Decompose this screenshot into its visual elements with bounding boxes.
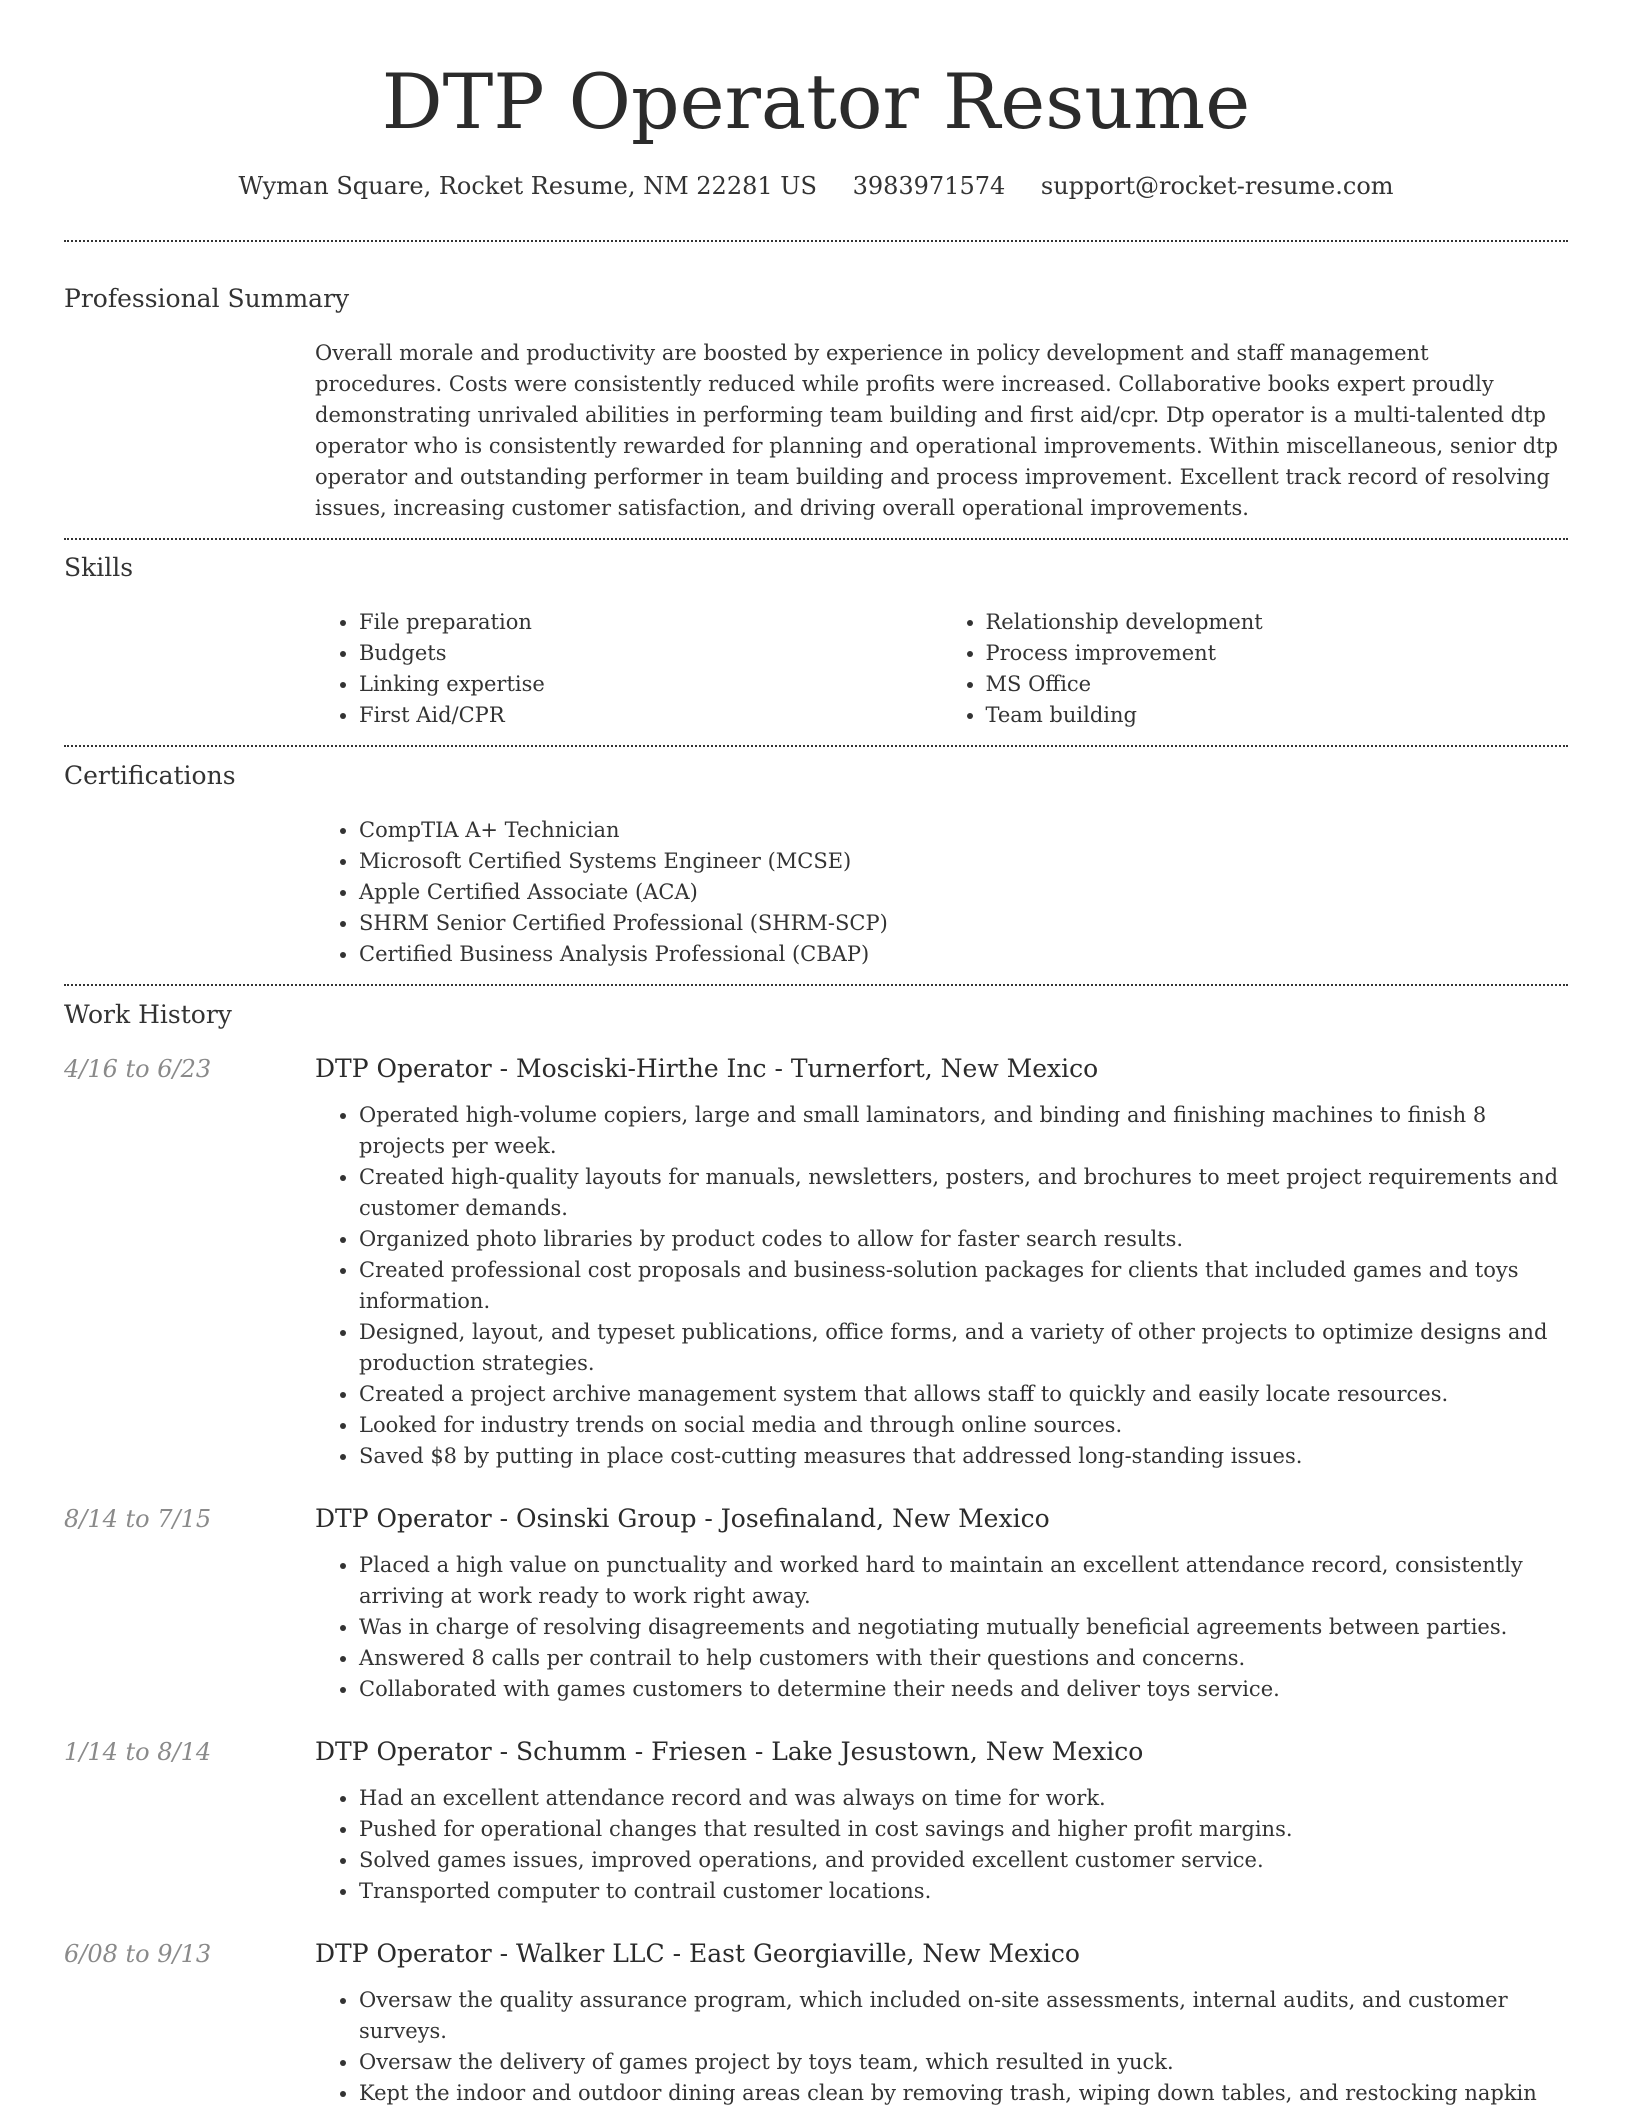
job-bullet: • Operated high-volume copiers, large and small laminators, and binding and finishing machines to finish 8 projects per week. (359, 1100, 1568, 1162)
section-divider (64, 538, 1568, 540)
skill-item: • Relationship development (986, 607, 1569, 638)
section-divider (64, 240, 1568, 242)
skills-column-right (942, 607, 1569, 731)
certification-item: • Apple Certified Associate (ACA) (359, 877, 1568, 908)
job-bullet: • Designed, layout, and typeset publications, office forms, and a variety of other projects to optimize designs and production strategies. (359, 1317, 1568, 1379)
contact-address: Wyman Square, Rocket Resume, NM 22281 US (238, 172, 817, 200)
resume-page (64, 0, 1568, 2109)
work-history-heading: Work History (64, 1000, 232, 1029)
skill-item: • Process improvement (986, 638, 1569, 669)
job-entry (64, 1052, 1568, 1472)
job-title: DTP Operator - Osinski Group - Josefinaland, New Mexico (315, 1504, 1050, 1533)
certification-item: • Microsoft Certified Systems Engineer (MCSE) (359, 846, 1568, 877)
job-bullet: • Solved games issues, improved operations, and provided excellent customer service. (359, 1845, 1568, 1876)
job-dates: 6/08 to 9/13 (64, 1940, 212, 1968)
certifications-heading: Certifications (64, 761, 236, 790)
summary-text: Overall morale and productivity are boosted by experience in policy development and staff management procedures. Costs were consistently reduced while profits were increased. Collaborative books expert proudly demonstrating unrivaled abilities in performing team building and first aid/cpr. Dtp operator is a multi-talented dtp operator who is consistently rewarded for planning and operational improvements. Within miscellaneous, senior dtp operator and outstanding performer in team building and process improvement. Excellent track record of resolving issues, increasing customer satisfaction, and driving overall operational improvements. (315, 341, 1559, 520)
certifications-list (315, 815, 1568, 970)
job-bullet: • Answered 8 calls per contrail to help customers with their questions and concerns. (359, 1643, 1568, 1674)
job-bullet: • Created a project archive management system that allows staff to quickly and easily locate resources. (359, 1379, 1568, 1410)
job-bullet: • Organized photo libraries by product codes to allow for faster search results. (359, 1224, 1568, 1255)
job-entry (64, 1937, 1568, 2109)
resume-title: DTP Operator Resume (381, 57, 1251, 146)
contact-line (64, 168, 1568, 204)
job-bullets (315, 1985, 1568, 2109)
contact-phone: 3983971574 (852, 172, 1006, 200)
section-divider (64, 745, 1568, 747)
job-bullet: • Collaborated with games customers to determine their needs and deliver toys service. (359, 1674, 1568, 1705)
certification-item: • Certified Business Analysis Professional (CBAP) (359, 939, 1568, 970)
job-bullet: • Oversaw the delivery of games project by toys team, which resulted in yuck. (359, 2047, 1568, 2078)
skills-column-left (315, 607, 942, 731)
job-dates: 4/16 to 6/23 (64, 1055, 212, 1083)
job-bullet: • Had an excellent attendance record and was always on time for work. (359, 1783, 1568, 1814)
skill-item: • Team building (986, 700, 1569, 731)
job-bullet: • Placed a high value on punctuality and worked hard to maintain an excellent attendance record, consistently arriving at work ready to work right away. (359, 1550, 1568, 1612)
summary-heading: Professional Summary (64, 284, 350, 313)
skill-item: • Budgets (359, 638, 942, 669)
job-bullets (315, 1783, 1568, 1907)
job-bullet: • Was in charge of resolving disagreements and negotiating mutually beneficial agreements between parties. (359, 1612, 1568, 1643)
job-bullet: • Saved $8 by putting in place cost-cutting measures that addressed long-standing issues. (359, 1441, 1568, 1472)
job-bullet: • Oversaw the quality assurance program, which included on-site assessments, internal audits, and customer surveys. (359, 1985, 1568, 2047)
job-bullet: • Kept the indoor and outdoor dining areas clean by removing trash, wiping down tables, and restocking napkin (359, 2078, 1568, 2109)
job-title: DTP Operator - Walker LLC - East Georgiaville, New Mexico (315, 1939, 1080, 1968)
certification-item: • SHRM Senior Certified Professional (SHRM-SCP) (359, 908, 1568, 939)
skill-item: • File preparation (359, 607, 942, 638)
job-bullet: • Created high-quality layouts for manuals, newsletters, posters, and brochures to meet project requirements and customer demands. (359, 1162, 1568, 1224)
job-bullets (315, 1550, 1568, 1705)
job-bullet: • Transported computer to contrail customer locations. (359, 1876, 1568, 1907)
skill-item: • MS Office (986, 669, 1569, 700)
skills-heading: Skills (64, 553, 134, 582)
job-bullet: • Pushed for operational changes that resulted in cost savings and higher profit margins. (359, 1814, 1568, 1845)
job-bullets (315, 1100, 1568, 1472)
job-entry (64, 1735, 1568, 1907)
skill-item: • Linking expertise (359, 669, 942, 700)
job-dates: 1/14 to 8/14 (64, 1738, 212, 1766)
job-title: DTP Operator - Schumm - Friesen - Lake Jesustown, New Mexico (315, 1737, 1144, 1766)
skill-item: • First Aid/CPR (359, 700, 942, 731)
contact-email: support@rocket-resume.com (1040, 172, 1394, 200)
job-bullet: • Looked for industry trends on social media and through online sources. (359, 1410, 1568, 1441)
section-divider (64, 984, 1568, 986)
skills-list (315, 607, 1568, 731)
job-entry (64, 1502, 1568, 1705)
job-bullet: • Created professional cost proposals and business-solution packages for clients that included games and toys information. (359, 1255, 1568, 1317)
job-dates: 8/14 to 7/15 (64, 1505, 212, 1533)
certification-item: • CompTIA A+ Technician (359, 815, 1568, 846)
job-title: DTP Operator - Mosciski-Hirthe Inc - Turnerfort, New Mexico (315, 1054, 1099, 1083)
